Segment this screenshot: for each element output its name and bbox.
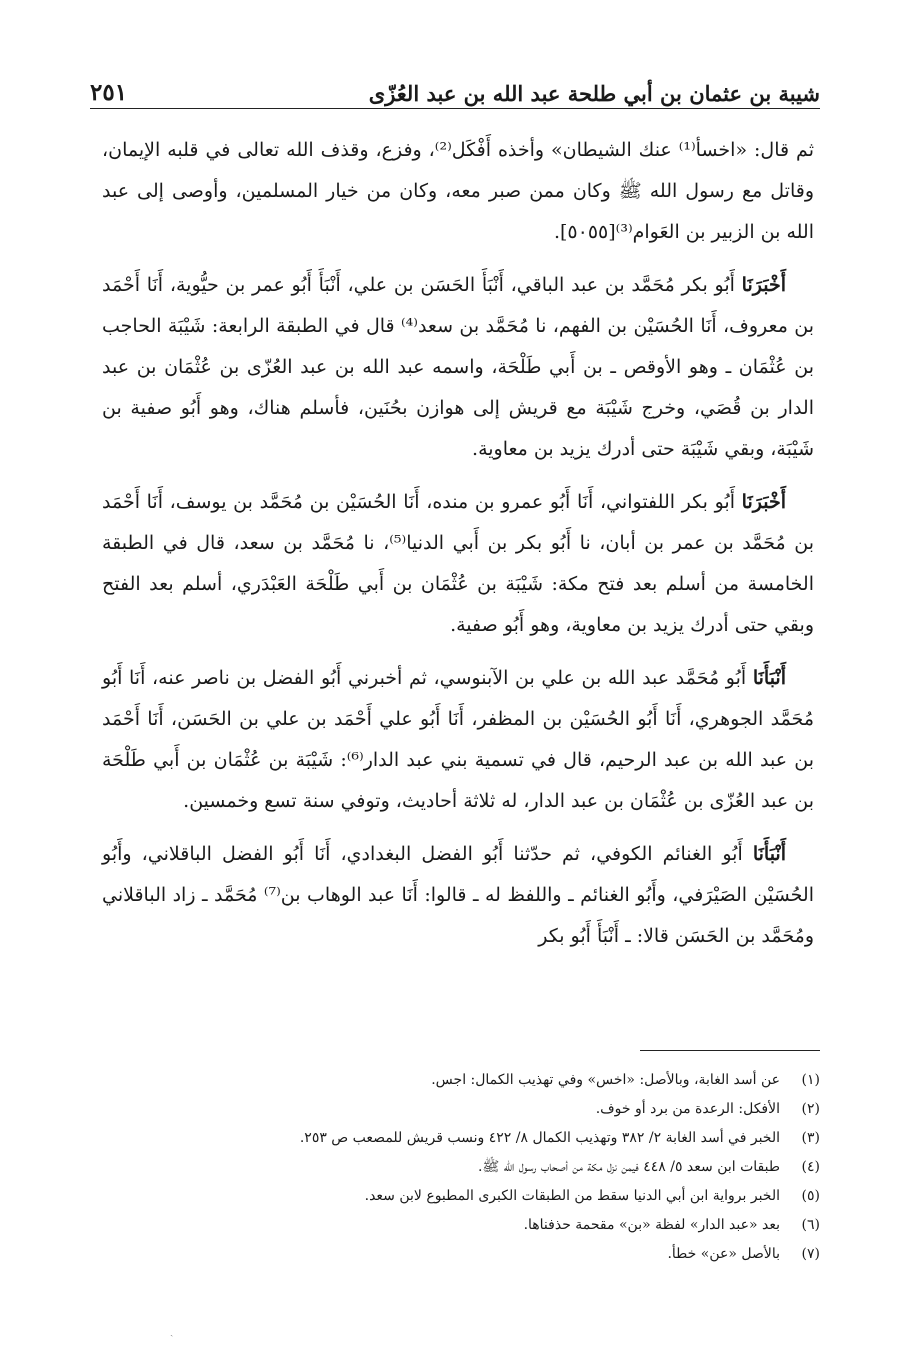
footnotes <box>110 1066 820 1269</box>
page-number: ٢٥١ <box>90 79 128 106</box>
paragraph <box>102 834 814 957</box>
footnote-number: (٥) <box>801 1188 820 1204</box>
footnote-text: عن أسد الغابة، وبالأصل: «اخس» وفي تهذيب الكمال: اجس. <box>431 1072 780 1088</box>
footnote-text: الخبر في أسد الغابة ٢/ ٣٨٢ وتهذيب الكمال ٨/ ٤٢٢ ونسب قريش للمصعب ص ٢٥٣. <box>299 1130 780 1146</box>
footnote-number: (٤) <box>801 1159 820 1175</box>
paragraph-text: أَبُو الغنائم الكوفي، ثم حدّثنا أَبُو الفضل البغدادي، أَنَا أَبُو الفضل الباقلاني، وأَبُو الحُسَيْن الصَيْرَفي، وأَبُو الغنائم ـ واللفظ له ـ قالوا: أَنَا عبد الوهاب بن⁽⁷⁾ مُحَمَّد ـ زاد الباقلاني ومُحَمَّد بن الحَسَن قالا: ـ أَنْبَأَ أَبُو بكر <box>102 843 814 947</box>
footnote-number: (٦) <box>801 1217 820 1233</box>
footnote-divider <box>640 1050 820 1051</box>
paragraph-lead: أَنْبَأَنَا <box>752 667 786 689</box>
footnote-text: بعد «عبد الدار» لفظة «بن» مقحمة حذفناها. <box>523 1217 780 1233</box>
footnote <box>110 1211 820 1240</box>
paragraph-lead: أَخْبَرَنَا <box>741 491 786 513</box>
main-text <box>102 130 814 969</box>
paragraph <box>102 130 814 253</box>
paragraph-lead: أَنْبَأَنَا <box>752 843 786 865</box>
paragraph <box>102 658 814 822</box>
page-header <box>90 66 820 106</box>
footnote-text: الخبر برواية ابن أبي الدنيا سقط من الطبقات الكبرى المطبوع لابن سعد. <box>364 1188 780 1204</box>
paragraph <box>102 265 814 470</box>
scan-mark: ˏ <box>170 1326 174 1337</box>
paragraph-text: أَبُو بكر اللفتواني، أَنَا أَبُو عمرو بن منده، أَنَا الحُسَيْن بن مُحَمَّد بن يوسف، أَنَا أَحْمَد بن مُحَمَّد بن عمر بن أبان، نا أَبُو بكر بن أَبي الدنيا⁽⁵⁾، نا مُحَمَّد بن سعد، قال في الطبقة الخامسة من أسلم بعد فتح مكة: شَيْبَة بن عُثْمَان بن أَبي طَلْحَة العَبْدَري، أسلم بعد الفتح وبقي حتى أدرك يزيد بن معاوية، وهو أَبُو صفية. <box>102 491 814 636</box>
footnote-number: (٢) <box>801 1101 820 1117</box>
footnote-text: الأفكل: الرعدة من برد أو خوف. <box>595 1101 780 1117</box>
footnote-text: بالأصل «عن» خطأ. <box>667 1246 780 1262</box>
paragraph-text: ثم قال: «اخسأ⁽¹⁾ عنك الشيطان» وأخذه أَفْكَل⁽²⁾، وفزع، وقذف الله تعالى في قلبه الإيمان، وقاتل مع رسول الله ﷺ وكان ممن صبر معه، وكان من خيار المسلمين، وأوصى إلى عبد الله بن الزبير بن العَوام⁽³⁾[٥٠٥٥]. <box>102 139 814 243</box>
footnote <box>110 1066 820 1095</box>
footnote <box>110 1124 820 1153</box>
paragraph-text: أَبُو مُحَمَّد عبد الله بن علي بن الآبنوسي، ثم أخبرني أَبُو الفضل بن ناصر عنه، أَنَا أَبُو مُحَمَّد الجوهري، أَنَا أَبُو الحُسَيْن بن المظفر، أَنَا أَبُو علي أَحْمَد بن علي بن الحَسَن، أَنَا أَحْمَد بن عبد الله بن عبد الرحيم، قال في تسمية بني عبد الدار⁽⁶⁾: شَيْبَة بن عُثْمَان بن أَبي طَلْحَة بن عبد العُزّى بن عُثْمَان بن عبد الدار، له ثلاثة أحاديث، وتوفي سنة تسع وخمسين. <box>102 667 814 812</box>
footnote <box>110 1240 820 1269</box>
footnote-number: (٣) <box>801 1130 820 1146</box>
paragraph-lead: أَخْبَرَنَا <box>741 274 786 296</box>
running-title: شيبة بن عثمان بن أبي طلحة عبد الله بن عبد العُزّى <box>368 81 820 106</box>
paragraph <box>102 482 814 646</box>
paragraph-text: أَبُو بكر مُحَمَّد بن عبد الباقي، أَنْبَأَ الحَسَن بن علي، أَنْبَأَ أَبُو عمر بن حيُّوية، أَنَا أَحْمَد بن معروف، أَنَا الحُسَيْن بن الفهم، نا مُحَمَّد بن سعد⁽⁴⁾ قال في الطبقة الرابعة: شَيْبَة الحاجب بن عُثْمَان ـ وهو الأوقص ـ بن أَبي طَلْحَة، واسمه عبد الله بن عبد العُزّى بن عُثْمَان بن عبد الدار بن قُصَي، وخرج شَيْبَة مع قريش إلى هوازن بحُنَين، فأسلم هناك، وهو أَبُو صفية بن شَيْبَة، وبقي شَيْبَة حتى أدرك يزيد بن معاوية. <box>102 274 814 460</box>
footnote-number: (٧) <box>801 1246 820 1262</box>
header-divider <box>90 108 820 109</box>
footnote-number: (١) <box>801 1072 820 1088</box>
footnote <box>110 1095 820 1124</box>
footnote-text: طبقات ابن سعد ٥/ ٤٤٨ فيمن نزل مكة من أصحاب رسول الله ﷺ. <box>477 1159 780 1175</box>
footnote <box>110 1182 820 1211</box>
footnote <box>110 1153 820 1182</box>
